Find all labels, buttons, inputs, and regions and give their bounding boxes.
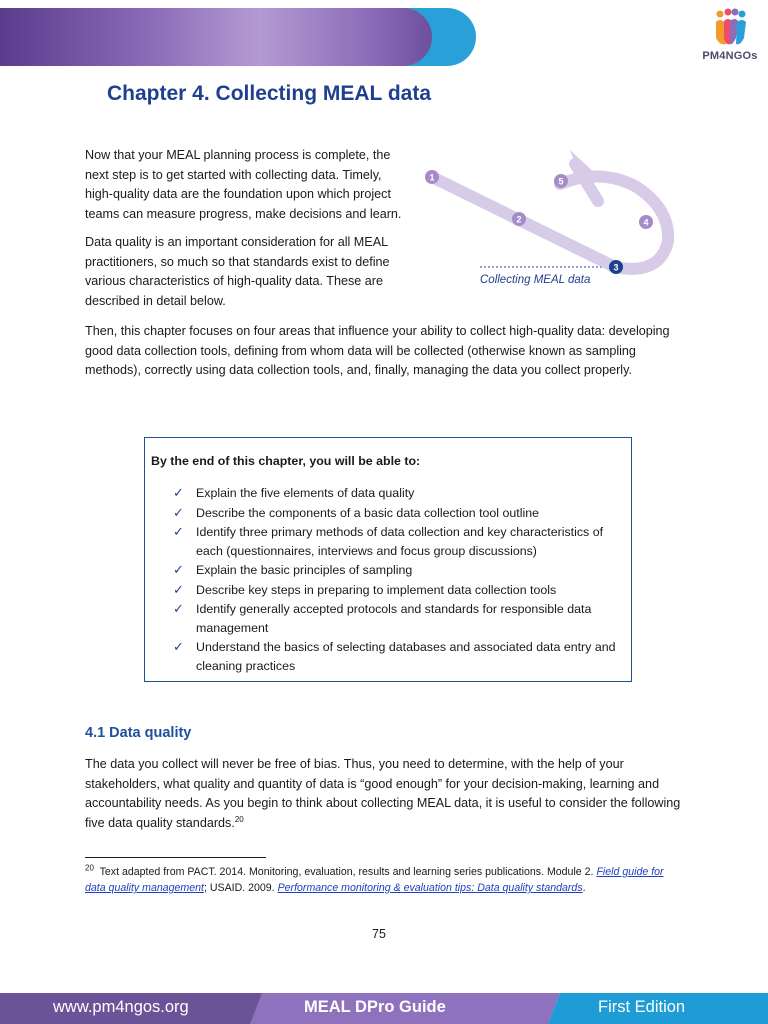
- footer-edition: First Edition: [598, 998, 686, 1016]
- objective-item: [173, 581, 623, 600]
- footnote-text-before: Text adapted from PACT. 2014. Monitoring, evaluation, results and learning series publications. Module 2.: [99, 866, 594, 878]
- svg-text:1: 1: [429, 172, 435, 183]
- objective-item: [173, 561, 623, 580]
- objective-text: Describe key steps in preparing to implement data collection tools: [196, 582, 557, 597]
- footnote-text: [85, 863, 664, 894]
- footer-guide-title: MEAL DPro Guide: [304, 998, 446, 1016]
- chapter-title: Chapter 4. Collecting MEAL data: [107, 82, 431, 105]
- section-paragraph-text: The data you collect will never be free of bias. Thus, you need to determine, with the help of your stakeholders, what quality and quantity of data is “good enough” for your decision-making, learning and accountability needs. As you begin to think about collecting MEAL data, it is useful to consider the following five data quality standards.: [85, 757, 681, 830]
- diagram-step-5: [554, 174, 568, 188]
- footnote: [85, 864, 675, 896]
- objective-item: [173, 600, 623, 637]
- objective-text: Describe the components of a basic data collection tool outline: [196, 505, 540, 520]
- diagram-path: [432, 176, 668, 268]
- checkmark-icon: ✓: [173, 485, 184, 500]
- footnote-reference[interactable]: 20: [234, 814, 244, 824]
- intro-paragraph-2: Data quality is an important consideration for all MEAL practitioners, so much so that standards exist to define various characteristics of high-quality data. These are described in detail below.: [85, 235, 390, 308]
- learning-objectives-box: [144, 437, 632, 682]
- objectives-list: [173, 484, 623, 676]
- diagram-step-3: [609, 260, 623, 274]
- objectives-heading: By the end of this chapter, you will be able to:: [151, 454, 421, 468]
- svg-text:5: 5: [558, 176, 564, 187]
- pm4ngos-logo: [698, 8, 762, 68]
- section-heading: 4.1 Data quality: [85, 725, 192, 741]
- checkmark-icon: ✓: [173, 562, 184, 577]
- footnote-text-end: .: [582, 882, 586, 894]
- footnote-link-field-guide[interactable]: Field guide for data quality management: [85, 866, 664, 894]
- people-logo-icon: [708, 8, 752, 48]
- intro-paragraph-1: Now that your MEAL planning process is complete, the next step is to get started with collecting data. Timely, high-quality data are the foundation upon which project teams can measure progress, make decisions and learn.: [85, 148, 402, 221]
- objective-text: Understand the basics of selecting databases and associated data entry and cleaning practices: [196, 640, 616, 673]
- checkmark-icon: ✓: [173, 601, 184, 616]
- objective-item: [173, 638, 623, 675]
- diagram-caption: Collecting MEAL data: [480, 274, 591, 286]
- footnote-divider: [85, 857, 266, 858]
- objective-item: [173, 504, 623, 523]
- svg-text:3: 3: [613, 262, 619, 273]
- diagram-step-2: [512, 212, 526, 226]
- intro-paragraph-3: Then, this chapter focuses on four areas that influence your ability to collect high-quality data: developing good data collection tools, defining from whom data will be collected (otherwise known as sampling methods), correctly using data collection tools, and, finally, managing the data you collect properly.: [85, 324, 670, 377]
- objective-text: Explain the basic principles of sampling: [196, 563, 413, 577]
- header-banner-purple: [0, 8, 432, 66]
- svg-text:2: 2: [516, 214, 522, 225]
- section-paragraph: [85, 755, 685, 833]
- objective-text: Explain the five elements of data quality: [196, 486, 415, 500]
- header-banner: [0, 8, 480, 66]
- diagram-step-1: [425, 170, 439, 184]
- objective-item: [173, 523, 623, 560]
- checkmark-icon: ✓: [173, 524, 184, 539]
- footnote-link-usaid-tips[interactable]: Performance monitoring & evaluation tips: Data quality standards: [277, 882, 583, 894]
- logo-text: PM4NGOs: [702, 50, 758, 62]
- checkmark-icon: ✓: [173, 504, 184, 520]
- footer-url-link[interactable]: www.pm4ngos.org: [53, 998, 189, 1016]
- objective-item: [173, 484, 623, 503]
- footnote-number: 20: [85, 863, 94, 873]
- svg-text:4: 4: [643, 217, 649, 228]
- checkmark-icon: ✓: [173, 581, 184, 597]
- checkmark-icon: ✓: [173, 639, 184, 654]
- footnote-text-middle: ; USAID. 2009.: [203, 882, 275, 894]
- page-number: 75: [372, 927, 386, 941]
- objective-text: Identify generally accepted protocols and standards for responsible data management: [196, 602, 592, 635]
- footer-bar: [0, 993, 768, 1024]
- diagram-step-4: [639, 215, 653, 229]
- objective-text: Identify three primary methods of data collection and key characteristics of each (questionnaires, interviews and focus group discussions): [196, 525, 604, 558]
